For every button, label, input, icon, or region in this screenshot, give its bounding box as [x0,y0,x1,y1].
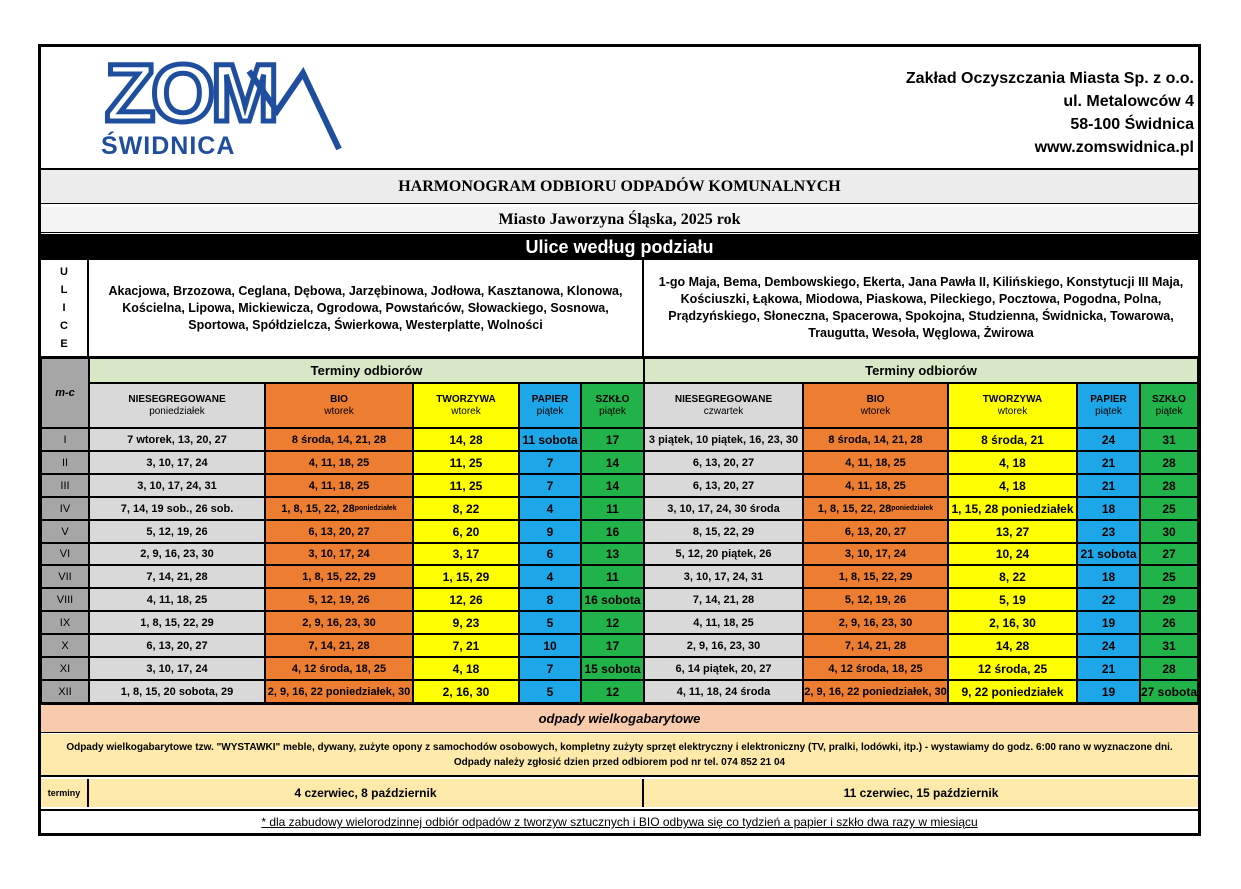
schedule-cell-left: 12 [581,611,644,634]
schedule-cell-right: 4, 11, 18, 25 [803,474,948,497]
ulice-letter: L [60,284,68,296]
month-cell: IX [41,611,89,634]
zom-logo-graphic [99,53,349,158]
schedule-cell-left: 11, 25 [413,451,519,474]
schedule-cell-right: 10, 24 [948,543,1077,565]
schedule-cell-right: 24 [1077,428,1140,451]
schedule-cell-left: 11 [581,565,644,588]
footnote [41,809,1198,833]
bulky-waste-text: Odpady wielkogabarytowe tzw. "WYSTAWKI" meble, dywany, zużyte opony z samochodów osobowych, kompletny zużyty sprzęt elektryczny i elektroniczny (TV, pralki, lodówki, itp.) - wystawiamy do godz. 6:00 rano w wyznaczone dni. Odpady należy zgłosić dzien przed odbiorem pod nr tel. 074 852 21 04 [66,741,1173,768]
schedule-cell-right: 22 [1077,588,1140,611]
schedule-cell-right: 1, 15, 28 poniedziałek [948,497,1077,520]
schedule-cell-left: 3, 10, 17, 24 [89,657,265,680]
column-header-day: czwartek [703,405,744,417]
schedule-cell-right: 2, 9, 16, 23, 30 [644,634,803,657]
schedule-cell-right: 27 sobota [1140,680,1198,703]
month-cell: VI [41,543,89,565]
schedule-cell-right: 2, 16, 30 [948,611,1077,634]
page-title: HARMONOGRAM ODBIORU ODPADÓW KOMUNALNYCH [41,168,1198,204]
column-header-left [581,383,644,428]
schedule-cell-right: 4, 12 środa, 18, 25 [803,657,948,680]
column-header-day: piątek [599,405,626,417]
schedule-cell-right: 13, 27 [948,520,1077,543]
schedule-cell-left: 4, 18 [413,657,519,680]
bulky-terms-right: 11 czerwiec, 15 październik [644,779,1198,807]
schedule-cell-right: 9, 22 poniedziałek [948,680,1077,703]
ulice-letter: U [60,266,68,278]
column-header-name: TWORZYWA [982,393,1043,405]
schedule-cell-right: 14, 28 [948,634,1077,657]
schedule-cell-left: 11 sobota [519,428,581,451]
schedule-cell-left: 11, 25 [413,474,519,497]
column-header-right [803,383,948,428]
schedule-cell-text: 1, 8, 15, 22, 28 [281,502,355,515]
schedule-cell-right: 3 piątek, 10 piątek, 16, 23, 30 [644,428,803,451]
schedule-cell-right: 12 środa, 25 [948,657,1077,680]
schedule-cell-right: 21 [1077,474,1140,497]
schedule-cell-right: 1, 8, 15, 22, 29 [803,565,948,588]
schedule-cell-right: 18 [1077,565,1140,588]
schedule-cell-left: 7, 14, 19 sob., 26 sob. [89,497,265,520]
schedule-cell-left: 14, 28 [413,428,519,451]
schedule-cell-right: 2, 9, 16, 23, 30 [803,611,948,634]
schedule-cell-left: 9, 23 [413,611,519,634]
column-header-name: BIO [330,393,348,405]
ulice-letter: C [60,320,68,332]
schedule-cell-left: 3, 10, 17, 24, 31 [89,474,265,497]
schedule-cell-left: 4, 11, 18, 25 [265,451,413,474]
schedule-cell-right: 4, 18 [948,451,1077,474]
schedule-cell-right: 29 [1140,588,1198,611]
city-year: Miasto Jaworzyna Śląska, 2025 rok [41,207,1198,233]
schedule-cell-left: 17 [581,634,644,657]
month-cell: VIII [41,588,89,611]
schedule-cell-right: 8, 15, 22, 29 [644,520,803,543]
schedule-cell-left: 7, 21 [413,634,519,657]
schedule-cell-left: 3, 10, 17, 24 [89,451,265,474]
schedule-cell-left: 4 [519,565,581,588]
schedule-cell-right: 23 [1077,520,1140,543]
schedule-cell-left: 7, 14, 21, 28 [265,634,413,657]
schedule-cell-right: 27 [1140,543,1198,565]
logo-sub-text: ŚWIDNICA [101,132,236,158]
schedule-cell-left: 4, 11, 18, 25 [265,474,413,497]
schedule-cell-left: 7, 14, 21, 28 [89,565,265,588]
column-header-name: SZKŁO [1152,393,1186,405]
schedule-cell-right: 3, 10, 17, 24 [803,543,948,565]
terms-header-right: Terminy odbiorów [644,358,1198,383]
column-header-day: wtorek [324,405,354,417]
month-column-label: m-c [41,358,89,428]
schedule-cell-right: 6, 14 piątek, 20, 27 [644,657,803,680]
schedule-cell-right: 6, 13, 20, 27 [644,451,803,474]
schedule-cell-left: 8 środa, 14, 21, 28 [265,428,413,451]
schedule-cell-right: 28 [1140,474,1198,497]
schedule-cell-right: 24 [1077,634,1140,657]
schedule-cell-left: 10 [519,634,581,657]
schedule-cell-left: 17 [581,428,644,451]
column-header-name: TWORZYWA [436,393,496,405]
schedule-cell-left: 1, 8, 15, 22, 29 [265,565,413,588]
month-cell: III [41,474,89,497]
company-name: Zakład Oczyszczania Miasta Sp. z o.o. [905,70,1194,87]
column-header-right [948,383,1077,428]
schedule-cell-right: 26 [1140,611,1198,634]
schedule-cell-left: 2, 9, 16, 23, 30 [265,611,413,634]
column-header-name: NIESEGREGOWANE [674,393,773,405]
schedule-cell-right: 7, 14, 21, 28 [803,634,948,657]
schedule-cell-right: 19 [1077,680,1140,703]
schedule-cell-right: 4, 18 [948,474,1077,497]
schedule-cell-right: 8, 22 [948,565,1077,588]
schedule-cell-left: 5, 12, 19, 26 [265,588,413,611]
schedule-cell-left: 3, 10, 17, 24 [265,543,413,565]
schedule-cell-right: 3, 10, 17, 24, 30 środa [644,497,803,520]
ulice-letter: I [62,302,66,314]
schedule-cell-note: poniedziałek [354,505,397,512]
ulice-label [41,260,89,358]
schedule-cell-left: 9 [519,520,581,543]
section-heading: Ulice według podziału [41,234,1198,260]
schedule-cell-right: 25 [1140,565,1198,588]
terms-header-left: Terminy odbiorów [89,358,644,383]
column-header-left [89,383,265,428]
schedule-cell-left: 1, 8, 15, 22, 29 [89,611,265,634]
ulice-letter: E [60,338,68,350]
column-header-day: wtorek [451,405,481,417]
schedule-cell-right: 4, 11, 18, 25 [644,611,803,634]
schedule-cell-left: 15 sobota [581,657,644,680]
company-website[interactable]: www.zomswidnica.pl [1034,139,1194,156]
schedule-cell-right: 19 [1077,611,1140,634]
column-header-day: piątek [1155,405,1183,417]
schedule-cell-right: 6, 13, 20, 27 [644,474,803,497]
month-cell: X [41,634,89,657]
schedule-cell-left: 4 [519,497,581,520]
schedule-cell-left: 2, 16, 30 [413,680,519,703]
company-street: ul. Metalowców 4 [1063,93,1194,110]
schedule-cell-right: 8 środa, 21 [948,428,1077,451]
schedule-cell-left: 16 [581,520,644,543]
column-header-right [644,383,803,428]
schedule-cell-right: 2, 9, 16, 22 poniedziałek, 30 [803,680,948,703]
schedule-cell-left: 6, 13, 20, 27 [265,520,413,543]
column-header-day: wtorek [997,405,1028,417]
schedule-cell-left: 12, 26 [413,588,519,611]
logo-main-text: ZOM [105,53,276,139]
schedule-cell-right: 7, 14, 21, 28 [644,588,803,611]
column-header-left [265,383,413,428]
schedule-cell-right: 31 [1140,634,1198,657]
schedule-cell-right: 6, 13, 20, 27 [803,520,948,543]
bulky-waste-title: odpady wielkogabarytowe [41,703,1198,733]
schedule-cell-left: 6, 13, 20, 27 [89,634,265,657]
company-info [906,67,1194,159]
schedule-cell-left: 5, 12, 19, 26 [89,520,265,543]
bulky-terms-label: terminy [41,779,89,807]
schedule-cell-right: 21 [1077,657,1140,680]
column-header-name: PAPIER [531,393,569,405]
schedule-cell-right: 5, 12, 19, 26 [803,588,948,611]
schedule-cell-left: 5 [519,611,581,634]
schedule-cell-left: 1, 15, 29 [413,565,519,588]
schedule-cell-left: 7 wtorek, 13, 20, 27 [89,428,265,451]
column-header-left [519,383,581,428]
schedule-cell-right: 28 [1140,451,1198,474]
schedule-cell-left: 4, 11, 18, 25 [89,588,265,611]
streets-right [644,260,1198,358]
schedule-cell-left: 2, 9, 16, 22 poniedziałek, 30 [265,680,413,703]
schedule-cell-right: 25 [1140,497,1198,520]
schedule-cell-right: 28 [1140,657,1198,680]
schedule-cell-left: 7 [519,657,581,680]
schedule-cell-right: 18 [1077,497,1140,520]
month-cell: II [41,451,89,474]
schedule-cell-note: poniedziałek [891,505,934,512]
schedule-cell-left: 8 [519,588,581,611]
bulky-terms-left: 4 czerwiec, 8 październik [89,779,644,807]
schedule-cell-right: 5, 19 [948,588,1077,611]
schedule-cell-left: 7 [519,474,581,497]
column-header-right [1140,383,1198,428]
schedule-cell-right: 31 [1140,428,1198,451]
column-header-day: piątek [1095,405,1122,417]
month-cell: V [41,520,89,543]
column-header-name: BIO [866,393,885,405]
column-header-day: poniedziałek [149,405,205,417]
schedule-cell-right: 21 sobota [1077,543,1140,565]
schedule-cell-left: 13 [581,543,644,565]
schedule-cell-left: 2, 9, 16, 23, 30 [89,543,265,565]
column-header-day: piątek [536,405,564,417]
schedule-cell-left: 16 sobota [581,588,644,611]
month-cell: I [41,428,89,451]
streets-left-text: Akacjowa, Brzozowa, Ceglana, Dębowa, Jarzębinowa, Jodłowa, Kasztanowa, Klonowa, Kościelna, Lipowa, Mickiewicza, Ogrodowa, Powstańców, Słowackiego, Sosnowa, Sportowa, Spółdzielcza, Świerkowa, Westerplatte, Wolności [108,283,623,332]
month-cell: VII [41,565,89,588]
schedule-cell-right: 8 środa, 14, 21, 28 [803,428,948,451]
schedule-sheet [38,44,1201,836]
schedule-cell-text: 1, 8, 15, 22, 28 [817,502,892,515]
schedule-cell-right: 4, 11, 18, 24 środa [644,680,803,703]
schedule-cell-left: 5 [519,680,581,703]
column-header-right [1077,383,1140,428]
schedule-cell-right: 4, 11, 18, 25 [803,451,948,474]
month-cell: IV [41,497,89,520]
schedule-cell-left [265,497,413,520]
schedule-cell-left: 14 [581,474,644,497]
streets-right-text: 1-go Maja, Bema, Dembowskiego, Ekerta, Jana Pawła II, Kilińskiego, Konstytucji III Maja, Kościuszki, Łąkowa, Miodowa, Piaskowa, Pileckiego, Pocztowa, Pogodna, Polna, Prądzyńskiego, Słoneczna, Spacerowa, Spokojna, Studzienna, Świdnicka, Towarowa, Traugutta, Wesoła, Węglowa, Żwirowa [658,275,1184,340]
column-header-name: PAPIER [1090,393,1127,405]
schedule-cell-right [803,497,948,520]
schedule-cell-right: 5, 12, 20 piątek, 26 [644,543,803,565]
schedule-cell-right: 30 [1140,520,1198,543]
schedule-cell-left: 3, 17 [413,543,519,565]
schedule-cell-left: 7 [519,451,581,474]
company-city: 58-100 Świdnica [1070,116,1194,133]
bulky-waste-description [41,734,1198,777]
column-header-name: SZKŁO [595,393,630,405]
schedule-cell-left: 11 [581,497,644,520]
schedule-cell-left: 6, 20 [413,520,519,543]
schedule-cell-left: 14 [581,451,644,474]
footnote-text: * dla zabudowy wielorodzinnej odbiór odpadów z tworzyw sztucznych i BIO odbywa się co tydzień a papier i szkło dwa razy w miesiącu [261,815,978,829]
schedule-cell-left: 12 [581,680,644,703]
schedule-cell-left: 1, 8, 15, 20 sobota, 29 [89,680,265,703]
month-cell: XI [41,657,89,680]
schedule-cell-left: 6 [519,543,581,565]
zom-logo [99,53,349,158]
schedule-cell-left: 8, 22 [413,497,519,520]
column-header-name: NIESEGREGOWANE [128,393,226,405]
month-cell: XII [41,680,89,703]
column-header-left [413,383,519,428]
schedule-cell-left: 4, 12 środa, 18, 25 [265,657,413,680]
schedule-cell-right: 21 [1077,451,1140,474]
schedule-cell-right: 3, 10, 17, 24, 31 [644,565,803,588]
column-header-day: wtorek [860,405,891,417]
streets-left [89,260,644,358]
